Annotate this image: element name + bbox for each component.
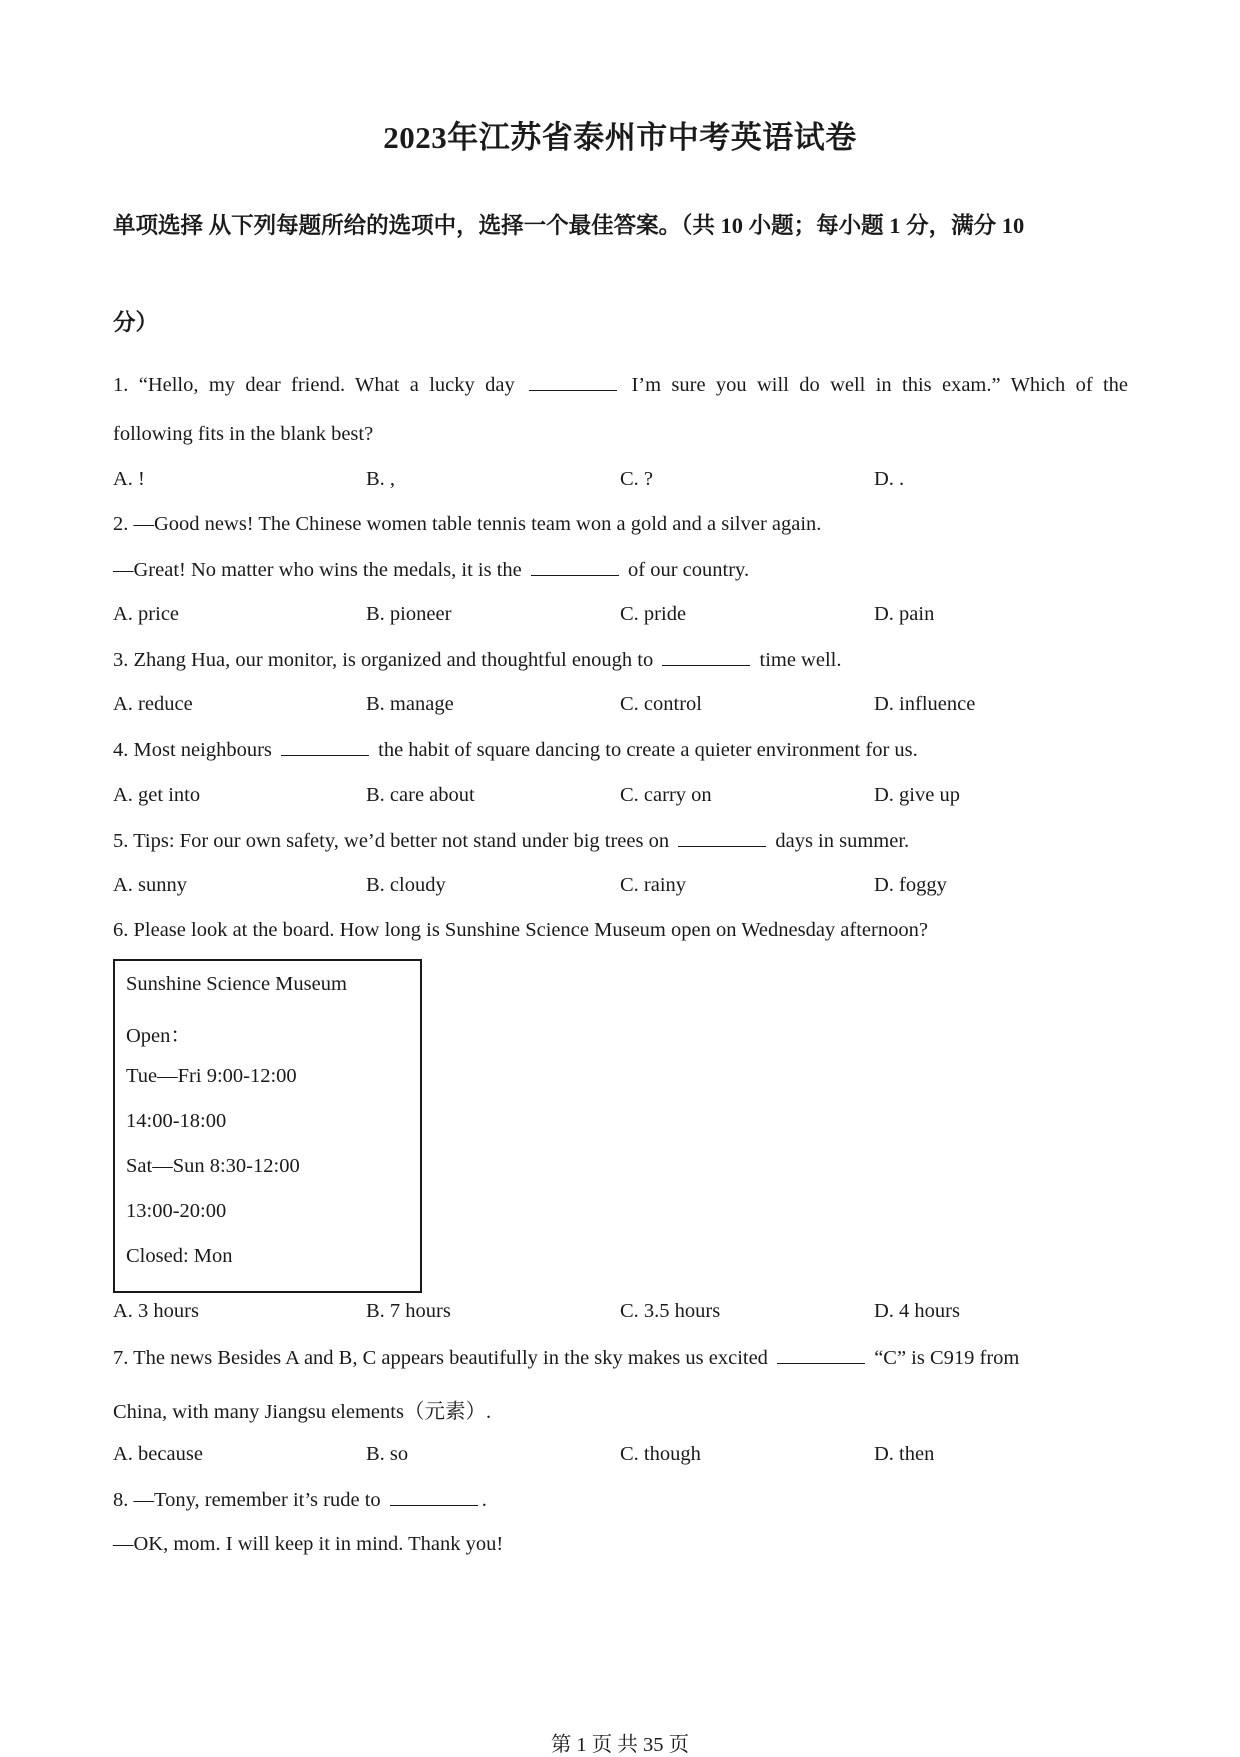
question-1-stem: 1. “Hello, my dear friend. What a lucky day I’m sure you will do well in this exam.” Which of the (113, 374, 1129, 396)
question-7-stem: 7. The news Besides A and B, C appears beautifully in the sky makes us excited “C” is C919 from (113, 1347, 1020, 1369)
question-2-stem-cont: —Great! No matter who wins the medals, it is the of our country. (113, 559, 750, 581)
board-line: 13:00-20:00 (126, 1200, 227, 1222)
answer-blank (662, 648, 750, 666)
question-6-option-c: C. 3.5 hours (620, 1300, 721, 1322)
question-3-option-d: D. influence (874, 693, 976, 715)
question-5-option-a: A. sunny (113, 874, 188, 896)
board-line: Tue—Fri 9:00-12:00 (126, 1065, 297, 1087)
question-7-option-b: B. so (366, 1443, 409, 1465)
answer-blank (390, 1488, 478, 1506)
question-7-stem-cont: China, with many Jiangsu elements（元素）. (113, 1401, 492, 1423)
board-line: Closed: Mon (126, 1245, 233, 1267)
question-7-option-a: A. because (113, 1443, 203, 1465)
question-4-option-d: D. give up (874, 784, 960, 806)
question-7-option-d: D. then (874, 1443, 935, 1465)
question-3-option-c: C. control (620, 693, 702, 715)
museum-board (113, 959, 422, 1293)
question-8-stem: 8. —Tony, remember it’s rude to . (113, 1489, 487, 1511)
question-2-option-d: D. pain (874, 603, 935, 625)
question-6-option-b: B. 7 hours (366, 1300, 451, 1322)
question-4-stem: 4. Most neighbours the habit of square dancing to create a quieter environment for us. (113, 739, 918, 761)
answer-blank (529, 373, 617, 391)
question-5-option-c: C. rainy (620, 874, 687, 896)
question-1-option-a: A. ! (113, 468, 145, 490)
question-1-option-d: D. . (874, 468, 905, 490)
section-instruction: 单项选择 从下列每题所给的选项中，选择一个最佳答案。（共 10 小题；每小题 1 分，满分 10 (113, 213, 1025, 238)
page-title: 2023年江苏省泰州市中考英语试卷 (383, 120, 857, 155)
board-line: 14:00-18:00 (126, 1110, 227, 1132)
page-number: 第 1 页 共 35 页 (550, 1734, 690, 1756)
question-2-option-c: C. pride (620, 603, 687, 625)
board-line: Sat—Sun 8:30-12:00 (126, 1155, 300, 1177)
board-line: Open： (126, 1025, 191, 1047)
answer-blank (281, 738, 369, 756)
question-5-option-b: B. cloudy (366, 874, 446, 896)
question-8-stem-cont: —OK, mom. I will keep it in mind. Thank you! (113, 1533, 504, 1555)
question-3-stem: 3. Zhang Hua, our monitor, is organized and thoughtful enough to time well. (113, 649, 842, 671)
question-3-option-a: A. reduce (113, 693, 193, 715)
question-7-option-c: C. though (620, 1443, 701, 1465)
question-5-option-d: D. foggy (874, 874, 947, 896)
question-2-option-a: A. price (113, 603, 180, 625)
question-4-option-a: A. get into (113, 784, 201, 806)
question-2-option-b: B. pioneer (366, 603, 452, 625)
question-4-option-c: C. carry on (620, 784, 712, 806)
board-line: Sunshine Science Museum (126, 973, 347, 995)
question-1-option-b: B. , (366, 468, 396, 490)
question-6-option-a: A. 3 hours (113, 1300, 199, 1322)
question-3-option-b: B. manage (366, 693, 454, 715)
question-1-stem-cont: following fits in the blank best? (113, 423, 374, 445)
answer-blank (678, 829, 766, 847)
question-6-option-d: D. 4 hours (874, 1300, 960, 1322)
answer-blank (531, 558, 619, 576)
section-instruction-cont: 分） (113, 310, 159, 335)
question-4-option-b: B. care about (366, 784, 475, 806)
question-6-stem: 6. Please look at the board. How long is Sunshine Science Museum open on Wednesday afternoon? (113, 919, 928, 941)
question-2-stem: 2. —Good news! The Chinese women table tennis team won a gold and a silver again. (113, 513, 822, 535)
question-5-stem: 5. Tips: For our own safety, we’d better not stand under big trees on days in summer. (113, 830, 910, 852)
answer-blank (777, 1346, 865, 1364)
question-1-option-c: C. ? (620, 468, 654, 490)
